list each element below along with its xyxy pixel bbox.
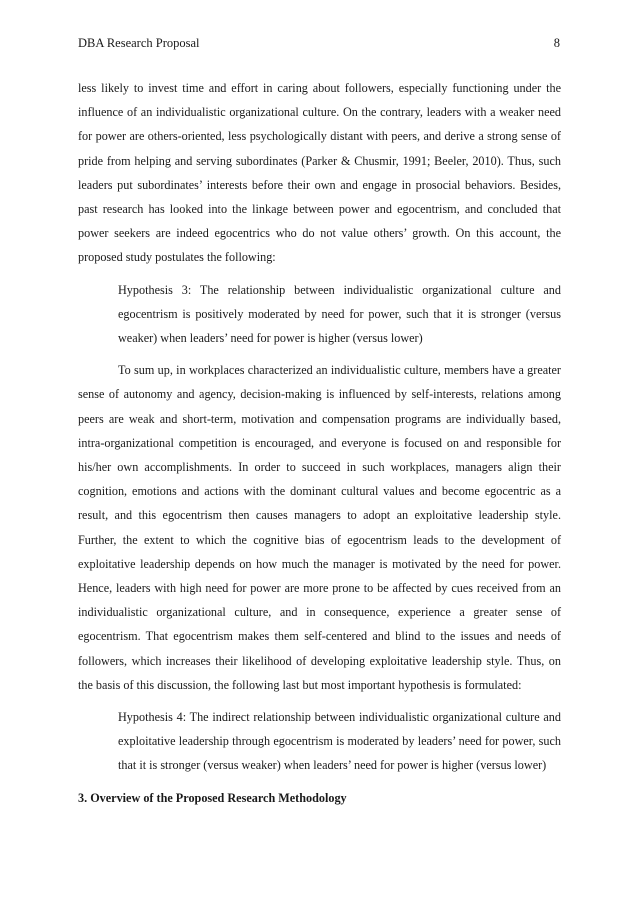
paragraph-2: To sum up, in workplaces characterized an individualistic culture, members have a greater sense of autonomy and agency, decision-making is influenced by self-interests, relations among peers are weak and short-term, motivation and compensation programs are individually based, intra-organizational competition is encouraged, and everyone is focused on and responsible for his/her own accomplishments. In order to succeed in such workplaces, managers align their cognition, emotions and actions with the dominant cultural values and become egocentric as a result, and this egocentrism then causes managers to adopt an exploitative leadership style. Further, the extent to which the cognitive bias of egocentrism leads to the development of exploitative leadership depends on how much the manager is motivated by the need for power. Hence, leaders with high need for power are more prone to be affected by cues received from an individualistic organizational culture, and in consequence, experience a greater sense of egocentrism. That egocentrism makes them self-centered and blind to the issues and needs of followers, which increases their likelihood of developing exploitative leadership style. Thus, on the basis of this discussion, the following last but most important hypothesis is formulated: — [78, 363, 561, 692]
hypothesis-4: Hypothesis 4: The indirect relationship between individualistic organizational culture and exploitative leadership through egocentrism is moderated by leaders’ need for power, such that it is stronger (versus weaker) when leaders’ need for power is higher (versus lower) — [118, 710, 561, 773]
header-title: DBA Research Proposal — [78, 36, 200, 50]
page-number: 8 — [553, 36, 560, 50]
running-header — [78, 36, 560, 51]
section-heading: 3. Overview of the Proposed Research Methodology — [78, 790, 347, 805]
hypothesis-3: Hypothesis 3: The relationship between individualistic organizational culture and egocentrism is positively moderated by need for power, such that it is stronger (versus weaker) when leaders’ need for power is higher (versus lower) — [118, 282, 561, 346]
paragraph-1: less likely to invest time and effort in caring about followers, especially functioning under the influence of an individualistic organizational culture. On the contrary, leaders with a weaker need for power are others-oriented, less psychologically distant with peers, and derive a strong sense of pride from helping and serving subordinates (Parker & Chusmir, 1991; Beeler, 2010). Thus, such leaders put subordinates’ interests before their own and engage in prosocial behaviors. Besides, past research has looked into the linkage between power and egocentrism, and concluded that power seekers are indeed egocentrics who do not value others’ growth. On this account, the proposed study postulates the following: — [78, 81, 561, 265]
body-text — [78, 76, 561, 810]
